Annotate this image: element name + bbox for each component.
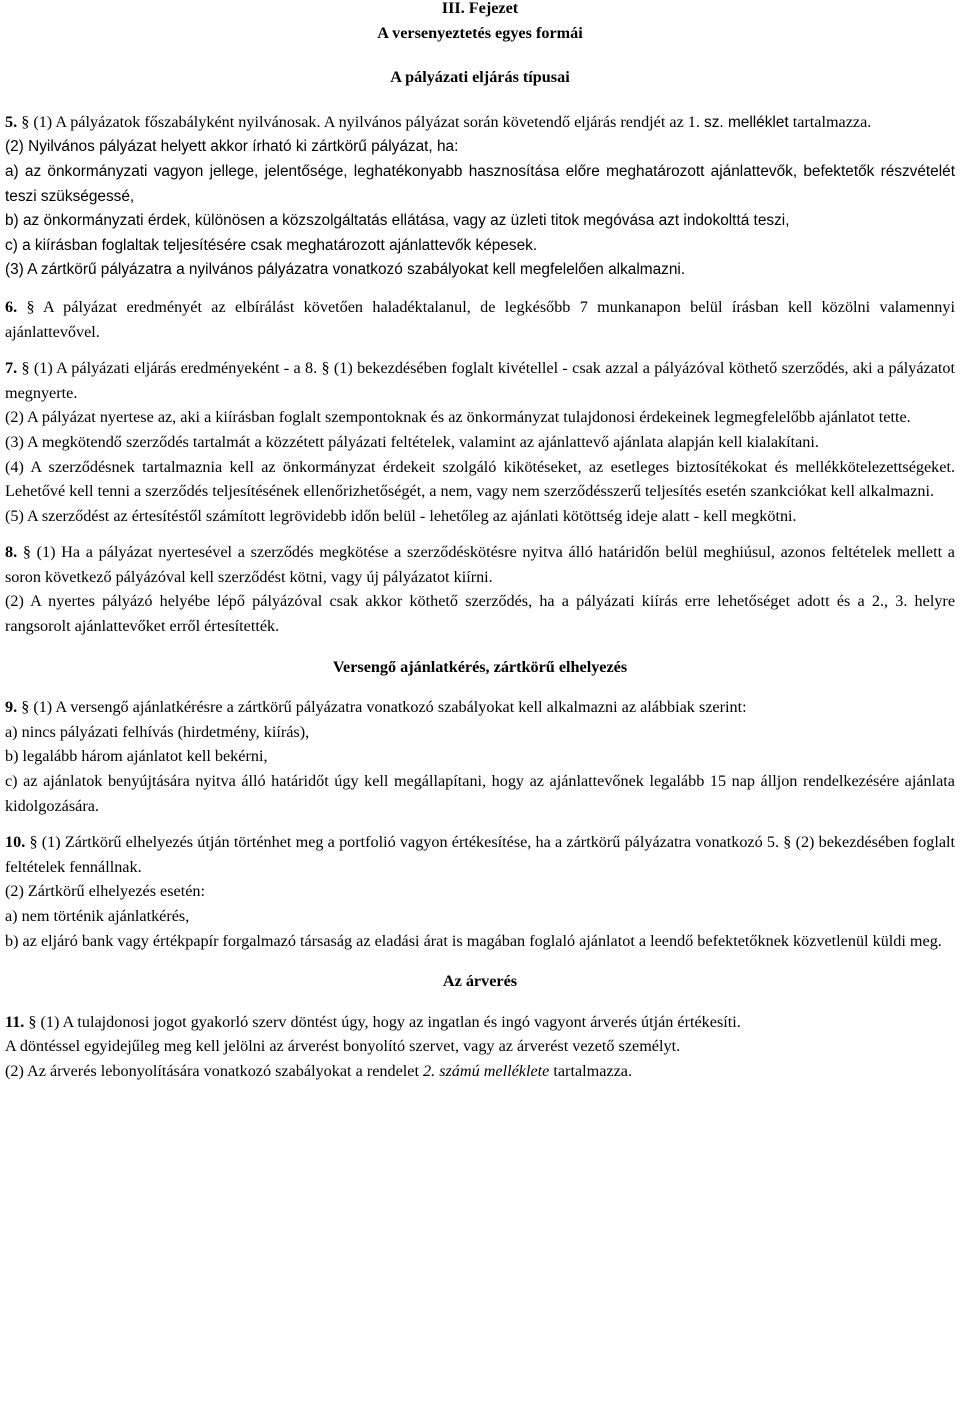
section-title-palyazati: A pályázati eljárás típusai	[390, 68, 570, 87]
section-number: 11.	[5, 1012, 25, 1031]
paragraph-9-item-b: b) legalább három ajánlatot kell bekérni,	[5, 747, 268, 766]
text-span: (2) Az árverés lebonyolítására vonatkozó szabályokat a rendelet	[5, 1061, 423, 1080]
paragraph-9	[5, 695, 955, 818]
paragraph-9-subsection-1: § (1) A versengő ajánlatkérésre a zártkörű pályázatra vonatkozó szabályokat kell alkalmazni az alábbiak szerint:	[17, 698, 747, 717]
paragraph-5	[5, 110, 955, 283]
paragraph-5-line-1	[5, 110, 955, 136]
section-title-versengo: Versengő ajánlatkérés, zártkörű elhelyezés	[332, 657, 628, 676]
paragraph-10-subsection-1: § (1) Zártkörű elhelyezés útján történhet meg a portfolió vagyon értékesítése, ha a zártkörű pályázatra vonatkozó 5. § (2) bekezdésében foglalt feltételek fennállnak.	[5, 833, 955, 876]
paragraph-5-item-c: c) a kiírásban foglaltak teljesítésére csak meghatározott ajánlattevők képesek.	[5, 236, 538, 254]
chapter-number: III. Fejezet	[441, 0, 519, 17]
section-number: 5.	[5, 112, 18, 131]
paragraph-6-text: § A pályázat eredményét az elbírálást követően haladéktalanul, de legkésőbb 7 munkanapon belül írásban kell közölni valamennyi ajánlattevővel.	[5, 297, 955, 341]
paragraph-9-item-c: c) az ajánlatok benyújtására nyitva álló határidőt úgy kell megállapítani, hogy az ajánlattevőnek legalább 15 nap álljon rendelkezésére ajánlata kidolgozására.	[5, 772, 955, 815]
section-number: 10.	[5, 833, 26, 852]
paragraph-11-line-2: A döntéssel egyidejűleg meg kell jelölni az árverést bonyolító szervet, vagy az árverést vezető személyt.	[5, 1037, 681, 1056]
paragraph-10	[5, 830, 955, 953]
paragraph-5-subsection-2: (2) Nyilvános pályázat helyett akkor írható ki zártkörű pályázat, ha:	[5, 138, 459, 156]
paragraph-7-subsection-4: (4) A szerződésnek tartalmaznia kell az önkormányzat érdekeit szolgáló kikötéseket, az esetleges biztosítékokat és mellékkötelezettségeket. Lehetővé kell tenni a szerződés teljesítésének ellenőrizhetőségét, a nem, vagy nem szerződésszerű teljesítés esetén szankciókat kell alkalmazni.	[5, 457, 955, 501]
paragraph-7-subsection-5: (5) A szerződést az értesítéstől számított legrövidebb időn belül - lehetőleg az ajánlati kötöttség ideje alatt - kell megkötni.	[5, 506, 797, 525]
section-number: 9.	[5, 698, 18, 717]
paragraph-7	[5, 356, 955, 528]
chapter-title: A versenyeztetés egyes formái	[377, 23, 583, 42]
paragraph-6	[5, 295, 955, 344]
paragraph-7-subsection-1: § (1) A pályázati eljárás eredményeként - a 8. § (1) bekezdésében foglalt kivétellel - csak azzal a pályázóval köthető szerződés, aki a pályázatot megnyerte.	[5, 359, 955, 402]
paragraph-5-subsection-3: (3) A zártkörű pályázatra a nyilvános pályázatra vonatkozó szabályokat kell megfelelően alkalmazni.	[5, 261, 686, 279]
paragraph-8-subsection-1: § (1) Ha a pályázat nyertesével a szerződés megkötése a szerződéskötésre nyitva álló határidőn belül meghiúsul, azonos feltételek mellett a soron következő pályázóval kell szerződést kötni, vagy új pályázatot kiírni.	[5, 543, 955, 586]
section-title-arveres: Az árverés	[442, 972, 518, 991]
paragraph-5-item-a: a) az önkormányzati vagyon jellege, jelentősége, leghatékonyabb hasznosítása előre meghatározott ajánlattevők, befektetők részvételét teszi szükségessé,	[5, 162, 955, 205]
text-span: tartalmazza.	[788, 112, 872, 131]
paragraph-10-subsection-2: (2) Zártkörű elhelyezés esetén:	[5, 882, 205, 901]
text-span: § (1) A pályázatok főszabályként nyilvánosak. A nyilvános pályázat során követendő eljárás rendjét az 1.	[21, 112, 700, 131]
section-number: 8.	[5, 543, 18, 562]
paragraph-11	[5, 1010, 955, 1084]
annex-reference: 2. számú melléklete	[423, 1061, 550, 1080]
paragraph-8	[5, 540, 955, 638]
paragraph-7-subsection-3: (3) A megkötendő szerződés tartalmát a közzétett pályázati feltételek, valamint az ajánlattevő ajánlata alapján kell kialakítani.	[5, 432, 819, 451]
paragraph-5-item-b: b) az önkormányzati érdek, különösen a közszolgáltatás ellátása, vagy az üzleti titok megóvása azt indokolttá teszi,	[5, 212, 790, 230]
paragraph-8-subsection-2: (2) A nyertes pályázó helyébe lépő pályázóval csak akkor köthető szerződés, ha a pályázati kiírás erre lehetőséget adott és a 2., 3. helyre rangsorolt ajánlattevőket erről értesítették.	[5, 592, 955, 636]
paragraph-9-item-a: a) nincs pályázati felhívás (hirdetmény, kiírás),	[5, 722, 310, 741]
section-number: 7.	[5, 359, 18, 378]
text-span: sz. melléklet	[704, 113, 789, 131]
paragraph-7-subsection-2: (2) A pályázat nyertese az, aki a kiírásban foglalt szempontoknak és az önkormányzat tulajdonosi érdekeinek legmegfelelőbb ajánlatot tette.	[5, 408, 911, 427]
paragraph-10-item-b: b) az eljáró bank vagy értékpapír forgalmazó társaság az eladási árat is magában foglaló ajánlatot a leendő befektetőknek közvetlenül küldi meg.	[5, 931, 942, 950]
paragraph-10-item-a: a) nem történik ajánlatkérés,	[5, 907, 190, 925]
paragraph-11-subsection-1: § (1) A tulajdonosi jogot gyakorló szerv döntést úgy, hogy az ingatlan és ingó vagyont árverés útján értékesíti.	[24, 1012, 741, 1031]
section-number: 6.	[5, 297, 18, 316]
paragraph-11-subsection-2	[5, 1059, 955, 1084]
text-span: tartalmazza.	[549, 1061, 633, 1080]
